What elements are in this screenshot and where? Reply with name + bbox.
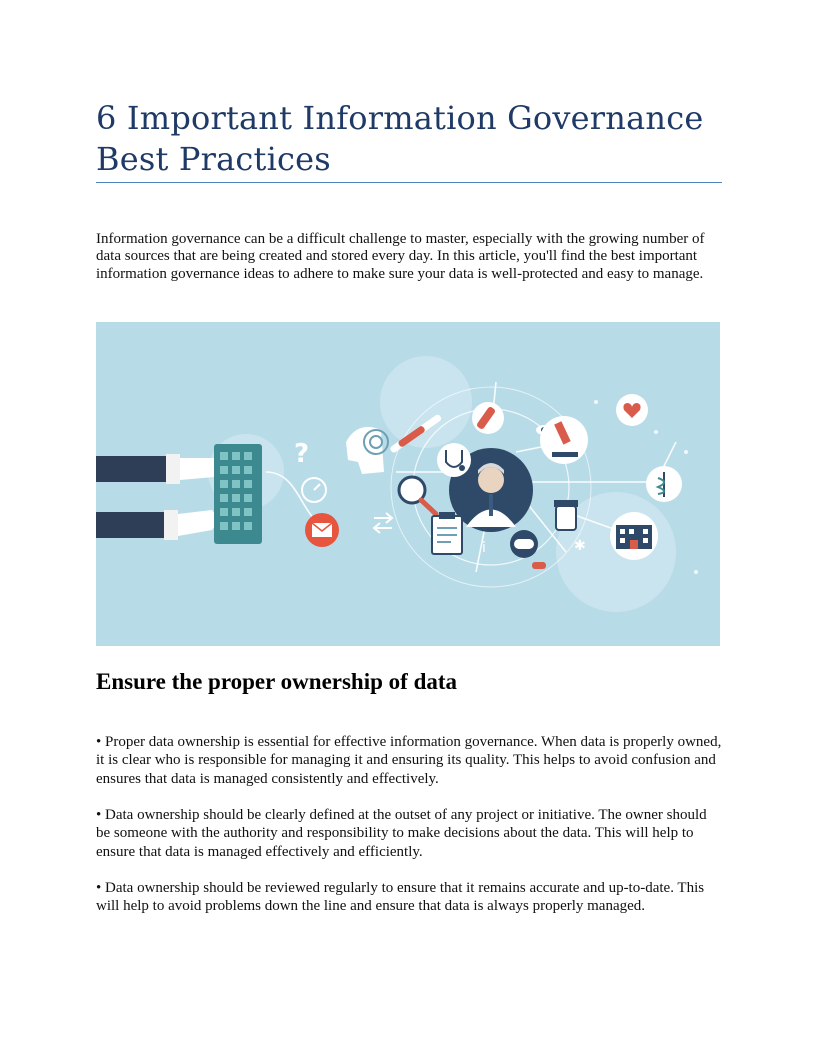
medicine-bottle-icon — [554, 500, 578, 530]
caduceus-icon — [646, 466, 682, 502]
healthcare-data-illustration — [96, 322, 720, 646]
email-icon — [305, 513, 339, 547]
document-page — [96, 0, 722, 1056]
clipboard-icon — [432, 512, 462, 554]
page-title: 6 Important Information Governance Best Practices — [96, 99, 704, 178]
head-profile-icon — [346, 427, 388, 474]
title-underline-divider — [96, 182, 722, 183]
heart-icon — [616, 394, 648, 426]
test-tube-icon — [472, 402, 504, 434]
info-icon: i — [482, 540, 486, 556]
microscope-icon — [540, 416, 588, 464]
pill-icon — [510, 530, 546, 569]
hands-keyboard-icon — [96, 444, 262, 544]
stopwatch-icon — [302, 478, 326, 502]
bullet-paragraph: • Data ownership should be reviewed regularly to ensure that it remains accurate and up-to-date. This will help to avoid problems down the line and ensure that data is always properly managed. — [96, 880, 705, 915]
stethoscope-icon — [437, 443, 471, 477]
question-mark-icon: ? — [294, 439, 310, 469]
hospital-building-icon — [610, 512, 658, 560]
magnifier-icon — [399, 477, 436, 514]
bullet-paragraph: • Data ownership should be clearly defined at the outset of any project or initiative. The owner should be someone with the authority and responsibility to make decisions about the data. This will help to ensure that data is managed effectively and efficiently. — [96, 807, 707, 860]
section-heading: Ensure the proper ownership of data — [96, 669, 458, 694]
bullet-paragraph: • Proper data ownership is essential for effective information governance. When data is properly owned, it is clear who is responsible for managing it and ensuring its quality. This helps to avoid confusion and ensures that data is managed consistently and effectively. — [96, 734, 722, 787]
intro-paragraph: Information governance can be a difficult challenge to master, especially with the growing number of data sources that are being created and stored every day. In this article, you'll find the best important information governance ideas to adhere to make sure your data is well-protected and easy to manage. — [96, 231, 705, 282]
transfer-arrows-icon — [374, 513, 392, 533]
asterisk-icon: ✱ — [574, 538, 586, 554]
